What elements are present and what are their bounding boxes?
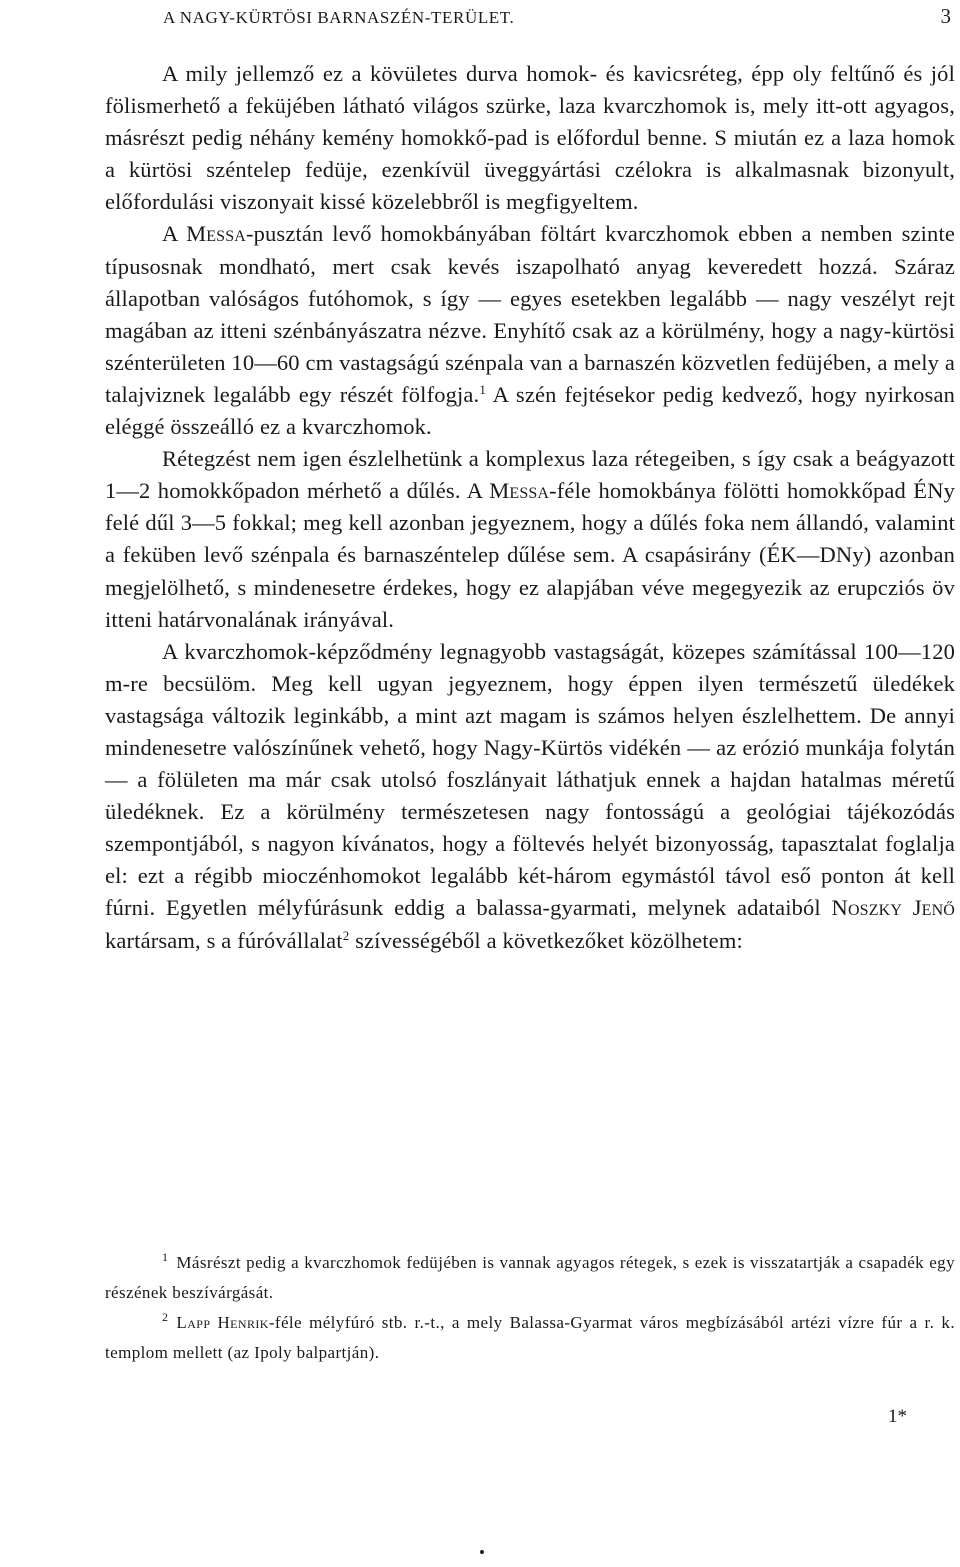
- body-text: [105, 58, 955, 957]
- page-header: [105, 4, 955, 34]
- person-name: Messa: [489, 478, 550, 504]
- footnote-ref-2: 2: [342, 927, 350, 943]
- footnote-mark: 2: [162, 1310, 169, 1324]
- person-name: Messa: [186, 221, 246, 247]
- company-name: Lapp Henrik: [176, 1313, 269, 1332]
- footnote-2: $^2$ Lapp Henrik-féle mélyfúró stb. r.-t., a mely Balassa-Gyarmat város megbízásából artézi vízre fúr a r. k. templom mellett (az Ipoly balpartján).: [105, 1310, 955, 1362]
- footnote-1: $^1$ Másrészt pedig a kvarczhomok fedüjében is vannak agyagos rétegek, s ezek is visszatartják a csapadék egy részének beszívárgását.: [105, 1250, 955, 1302]
- paragraph-4: A kvarczhomok-képződmény legnagyobb vastagságát, közepes számítással 100—120 m-re becsülöm. Meg kell ugyan jegyeznem, hogy éppen ilyen természetű üledékek vastagsága változik leginkább, a mint azt magam is számos helyen észlelhettem. De annyi mindenesetre valószínűnek vehető, hogy Nagy-Kürtös vidékén — az erózió munkája folytán — a fölületen ma már csak utolsó foszlányait láthatjuk ennek a hajdan hatalmas méretű üledéknek. Ez a körülmény természetesen nagy fontosságú a geológiai tájékozódás szempontjából, s nagyon kívánatos, hogy a föltevés helyét bizonyosság, tapasztalat foglalja el: ezt a régibb mioczénhomokot legalább két-három egymástól távol eső ponton át kell fúrni. Egyetlen mélyfúrásunk eddig a balassa-gyarmati, melynek adataiból Noszky Jenő kartársam, s a fúróvállalat$^2$ szívességéből a következőket közölhetem:: [105, 638, 955, 953]
- running-head: A NAGY-KÜRTÖSI BARNASZÉN-TERÜLET.: [163, 8, 515, 27]
- ink-speck: [480, 1550, 484, 1554]
- page-number: 3: [940, 4, 951, 28]
- paragraph-2: A Messa-pusztán levő homokbányában föltárt kvarczhomok ebben a nemben szinte típusosnak mondható, mert csak kevés iszapolható anyag keveredett hozzá. Száraz állapotban valóságos futóhomok, s így — egyes esetekben legalább — nagy veszélyt rejt magában az itteni szénbányászatra nézve. Enyhítő csak az a körülmény, hogy a nagy-kürtösi szénterületen 10—60 cm vastagságú szénpala van a barnaszén közvetlen fedüjében, a mely a talajviznek legalább egy részét fölfogja.$^1$ A szén fejtésekor pedig kedvező, hogy nyirkosan eléggé összeálló ez a kvarczhomok.: [105, 221, 955, 440]
- footnote-mark: 1: [162, 1250, 169, 1264]
- person-name: Noszky Jenő: [831, 895, 955, 921]
- document-page: [105, 0, 955, 1567]
- footnote-ref-1: 1: [479, 381, 486, 397]
- paragraph-1: A mily jellemző ez a kövületes durva homok- és kavicsréteg, épp oly feltűnő és jól fölismerhető a feküjében látható világos szürke, laza kvarczhomok is, mely itt-ott agyagos, másrészt pedig néhány kemény homokkő-pad is előfordul benne. S miután ez a laza homok a kürtösi széntelep fedüje, ezenkívül üveggyártási czélokra is alkalmasnak bizonyult, előfordulási viszonyait kissé közelebbről is megfigyeltem.: [105, 61, 955, 215]
- paragraph-3: Rétegzést nem igen észlelhetünk a komplexus laza rétegeiben, s így csak a beágyazott 1—2 homokkőpadon mérhető a dűlés. A Messa-féle homokbánya fölötti homokkőpad ÉNy felé dűl 3—5 fokkal; meg kell azonban jegyeznem, hogy a dűlés foka nem állandó, valamint a feküben levő szénpala és barnaszéntelep dűlése sem. A csapásirány (ÉK—DNy) azonban megjelölhető, s mindenesetre érdekes, hogy ez alapjában véve megegyezik az erupcziós öv itteni határvonalának irányával.: [105, 446, 955, 632]
- footnotes: [105, 1248, 955, 1368]
- printer-signature: 1*: [888, 1406, 907, 1427]
